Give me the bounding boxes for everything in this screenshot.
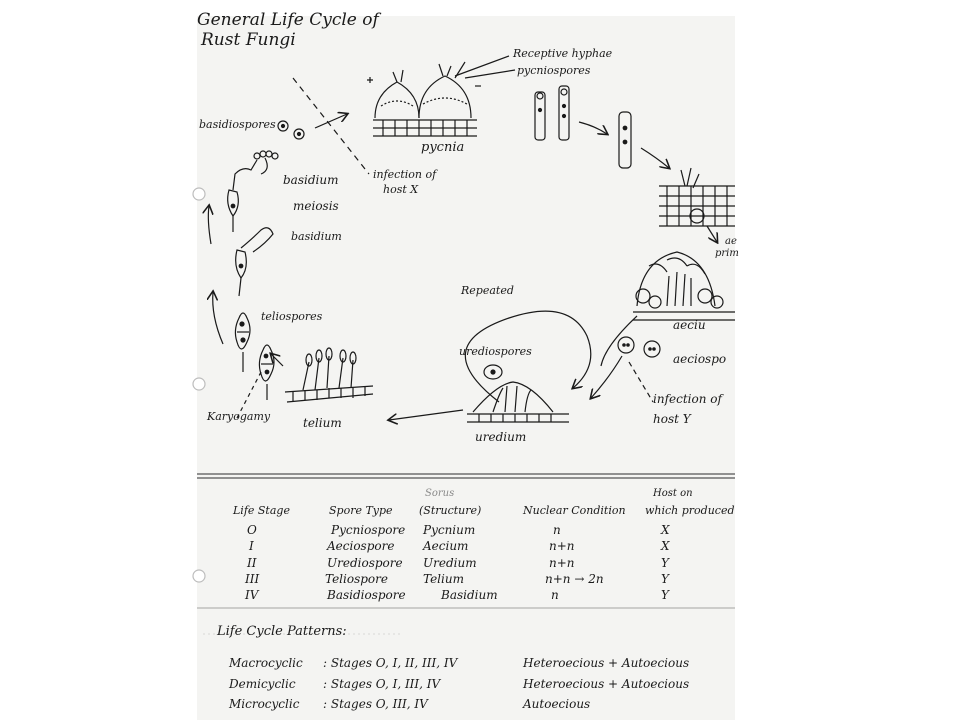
table-header-spore-type: Spore Type — [329, 504, 393, 517]
label-basidiospores: basidiospores — [199, 118, 276, 131]
telium-drawing — [285, 348, 373, 402]
table-header-life-stage: Life Stage — [233, 504, 290, 517]
label-aeciospores: aeciospo — [673, 352, 727, 366]
cell-sorus: Aecium — [423, 539, 469, 553]
cell-nuclear: n+n — [549, 556, 575, 570]
pattern-name: Demicyclic — [229, 677, 296, 691]
cell-nuclear: n — [551, 588, 559, 602]
label-meiosis: meiosis — [293, 199, 339, 213]
label-aecium: aeciu — [673, 318, 706, 332]
page-title-line2: Rust Fungi — [201, 30, 296, 50]
cell-host: Y — [661, 588, 669, 602]
label-teliospores: teliospores — [261, 310, 323, 323]
aecium-drawing — [633, 252, 735, 320]
basidium-lower-drawing — [236, 228, 273, 296]
cell-nuclear: n — [553, 523, 561, 537]
cell-host: Y — [661, 572, 669, 586]
cell-stage: O — [247, 523, 257, 537]
basidium-upper-drawing — [228, 151, 278, 232]
notes-sheet — [197, 10, 739, 720]
label-telium: telium — [303, 416, 342, 430]
pattern-stages: : Stages O, I, II, III, IV — [323, 656, 458, 670]
teliospores-drawing — [235, 313, 274, 400]
aecial-primordium-drawing — [659, 168, 735, 242]
cell-spore: Urediospore — [327, 556, 403, 570]
pattern-stages: : Stages O, III, IV — [323, 697, 428, 711]
cell-stage: II — [247, 556, 257, 570]
label-infection-host-x-1: infection of — [373, 168, 437, 181]
cell-sorus: Basidium — [441, 588, 498, 602]
cell-sorus: Pycnium — [423, 523, 476, 537]
patterns-title: Life Cycle Patterns: — [217, 624, 347, 639]
label-urediospores: urediospores — [459, 345, 532, 358]
cell-spore: Aeciospore — [327, 539, 395, 553]
cell-stage: I — [249, 539, 254, 553]
page-title-line1: General Life Cycle of — [197, 10, 379, 30]
cell-host: X — [661, 539, 670, 553]
table-header-nuclear: Nuclear Condition — [523, 504, 626, 517]
cell-stage: III — [245, 572, 260, 586]
cell-spore: Teliospore — [325, 572, 388, 586]
dikaryon-cell-drawing — [619, 112, 631, 168]
cell-nuclear: n+n → 2n — [545, 572, 604, 586]
cell-host: Y — [661, 556, 669, 570]
pattern-name: Microcyclic — [229, 697, 300, 711]
cell-stage: IV — [245, 588, 259, 602]
table-header-structure: (Structure) — [419, 504, 482, 517]
cell-host: X — [661, 523, 670, 537]
label-basidium-top: basidium — [283, 173, 339, 187]
cell-nuclear: n+n — [549, 539, 575, 553]
pattern-hosts: Heteroecious + Autoecious — [523, 677, 690, 691]
table-header-host-1: Host on — [653, 488, 693, 499]
label-karyogamy: Karyogamy — [207, 410, 271, 423]
cell-spore: Pycniospore — [331, 523, 406, 537]
aeciospore-drawing — [618, 337, 634, 353]
table-header-sorus: Sorus — [425, 488, 455, 499]
label-pycniospores: pycniospores — [517, 64, 591, 77]
label-infection-host-y-2: host Y — [653, 412, 691, 426]
label-aecial-primordium-1: ae — [725, 236, 737, 247]
label-infection-host-y-1: infection of — [653, 392, 722, 406]
label-uredium: uredium — [475, 430, 527, 444]
label-infection-host-x-2: host X — [383, 183, 419, 196]
label-aecial-primordium-2: prim — [715, 248, 739, 259]
label-basidium-bottom: basidium — [291, 230, 342, 243]
pattern-name: Macrocyclic — [229, 656, 303, 670]
label-pycnia: pycnia — [421, 140, 465, 155]
table-header-host-2: which produced — [645, 504, 735, 517]
label-receptive-hyphae: Receptive hyphae — [513, 47, 613, 60]
life-cycle-drawing — [197, 16, 735, 720]
pattern-hosts: Heteroecious + Autoecious — [523, 656, 690, 670]
pycniospore-cells-drawing — [535, 86, 569, 140]
pattern-hosts: Autoecious — [523, 697, 591, 711]
cell-spore: Basidiospore — [327, 588, 406, 602]
label-repeated: Repeated — [461, 284, 514, 297]
cell-sorus: Uredium — [423, 556, 477, 570]
pattern-stages: : Stages O, I, III, IV — [323, 677, 441, 691]
cell-sorus: Telium — [423, 572, 464, 586]
